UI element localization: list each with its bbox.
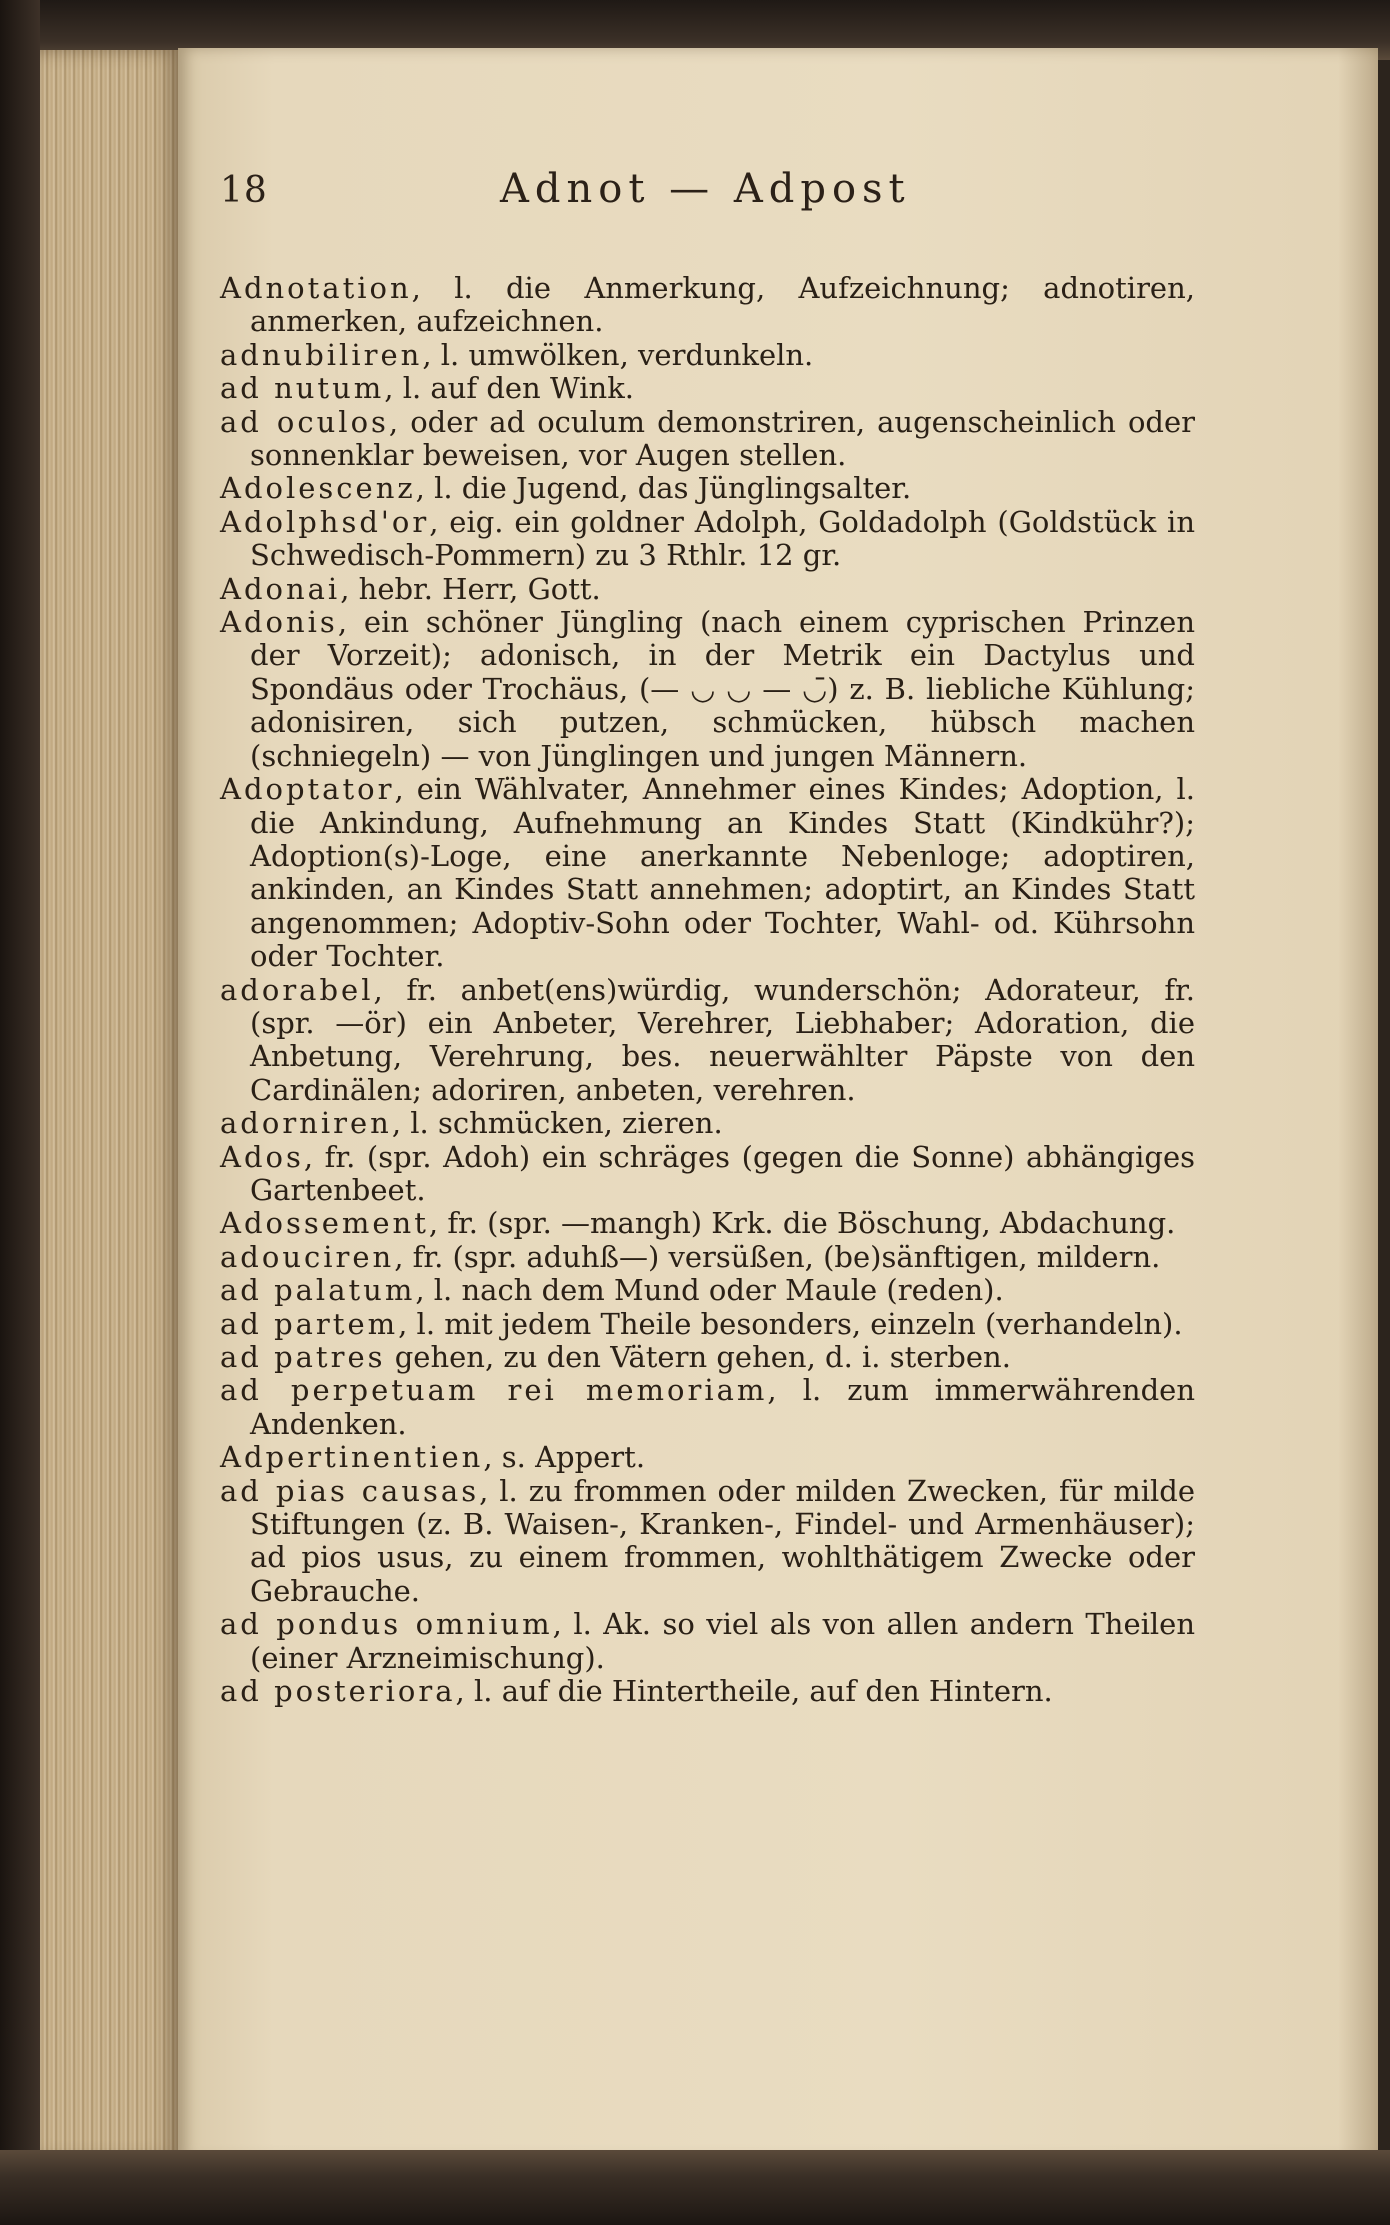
entry-text: , eig. ein goldner Adolph, Goldadolph (Goldstück in Schwedisch-Pommern) zu 3 Rthlr. 12 gr. [250,504,1195,573]
dictionary-entry [220,1107,1195,1140]
dictionary-entry [220,1308,1195,1341]
entry-lemma: ad pondus omnium [220,1607,553,1642]
entry-text: , hebr. Herr, Gott. [340,571,601,606]
entry-text: , ein schöner Jüngling (nach einem cyprischen Prinzen der Vorzeit); adonisch, in der Metrik ein Dactylus und Spondäus oder Trochäus, (— ◡ ◡ — ◡̄) z. B. liebliche Kühlung; adonisiren, sich putzen, schmücken, hübsch machen (schniegeln) — von Jünglingen und jungen Männern. [250,605,1195,773]
dictionary-entry [220,506,1195,573]
entry-lemma: adorniren [220,1106,392,1141]
entry-text: , l. mit jedem Theile besonders, einzeln (verhandeln). [398,1306,1183,1341]
entry-lemma: Adolescenz [220,471,416,506]
entry-text: , l. nach dem Mund oder Maule (reden). [415,1273,1004,1308]
entry-text: , l. auf die Hintertheile, auf den Hintern. [455,1674,1053,1709]
entry-lemma: adnubiliren [220,337,423,372]
entry-lemma: Adossement [220,1206,429,1241]
dictionary-entry [220,1441,1195,1474]
entry-text: , l. die Anmerkung, Aufzeichnung; adnotiren, anmerken, aufzeichnen. [250,271,1195,339]
entry-lemma: ad perpetuam rei memoriam [220,1373,768,1408]
dictionary-entry [220,339,1195,372]
dictionary-entry [220,472,1195,505]
entry-lemma: Ados [220,1139,304,1174]
entry-text: , l. zum immerwährenden Andenken. [250,1373,1195,1441]
dictionary-entry [220,1341,1195,1374]
entry-text: , fr. (spr. —mangh) Krk. die Böschung, Abdachung. [428,1206,1176,1241]
entry-text: , fr. (spr. aduhß—) versüßen, (be)sänftigen, mildern. [394,1239,1161,1274]
dictionary-entry [220,1274,1195,1307]
entry-lemma: ad nutum [220,371,385,406]
entry-text: , oder ad oculum demonstriren, augenscheinlich oder sonnenklar beweisen, vor Augen stellen. [250,404,1195,473]
dictionary-entry [220,1608,1195,1675]
entry-lemma: ad oculos [220,404,389,439]
entry-lemma: Adnotation [220,271,412,305]
dictionary-entry [220,974,1195,1108]
entry-text: , s. Appert. [483,1440,646,1475]
page-edges [40,50,180,2160]
dictionary-entry [220,272,1195,339]
entry-text: , l. schmücken, zieren. [391,1106,723,1141]
entry-lemma: Adoptator [220,772,395,807]
book-cover-bottom [0,2150,1390,2225]
entry-lemma: Adonai [220,571,341,606]
dictionary-entry [220,1675,1195,1708]
running-head: Adnot — Adpost [500,166,911,212]
entry-lemma: Adpertinentien [220,1440,484,1475]
dictionary-entry [220,1241,1195,1274]
dictionary-entry [220,1207,1195,1240]
dictionary-entry [220,1475,1195,1609]
entry-lemma: adouciren [220,1239,395,1274]
entry-text: gehen, zu den Vätern gehen, d. i. sterben. [385,1340,1011,1374]
dictionary-entry [220,372,1195,405]
entry-lemma: ad patres [220,1340,386,1374]
entry-text: , fr. (spr. Adoh) ein schräges (gegen die Sonne) abhängiges Gartenbeet. [250,1139,1195,1207]
entry-lemma: Adolphsd'or [220,504,430,539]
entry-lemma: ad pias causas [220,1473,480,1508]
dictionary-entry [220,606,1195,773]
entry-text: , l. Ak. so viel als von allen andern Theilen (einer Arzneimischung). [250,1607,1195,1675]
dictionary-entries [220,272,1195,1708]
page-header [220,160,1040,230]
entry-text: , fr. anbet(ens)würdig, wunderschön; Adorateur, fr. (spr. —ör) ein Anbeter, Verehrer, Liebhaber; Adoration, die Anbetung, Verehrung, bes. neuerwählter Päpste von den Cardinälen; adoriren, anbeten, verehren. [250,972,1195,1107]
entry-text: , l. umwölken, verdunkeln. [422,337,814,372]
dictionary-entry [220,1374,1195,1441]
entry-text: , l. auf den Wink. [384,371,634,406]
dictionary-entry [220,406,1195,473]
entry-text: , l. die Jugend, das Jünglingsalter. [415,471,912,506]
page-number: 18 [220,170,268,211]
entry-lemma: Adonis [220,605,338,640]
entry-text: , ein Wählvater, Annehmer eines Kindes; Adoption, l. die Ankindung, Aufnehmung an Kindes Statt (Kindkühr?); Adoption(s)-Loge, eine anerkannte Nebenloge; adoptiren, ankinden, an Kindes Statt annehmen; adoptirt, an Kindes Statt angenommen; Adoptiv-Sohn oder Tochter, Wahl- od. Kührsohn oder Tochter. [250,772,1195,974]
dictionary-entry [220,773,1195,973]
book-spine [0,0,40,2225]
entry-lemma: ad partem [220,1306,399,1341]
entry-lemma: ad posteriora [220,1674,456,1709]
entry-lemma: adorabel [220,972,374,1007]
dictionary-entry [220,1141,1195,1208]
entry-lemma: ad palatum [220,1273,416,1308]
entry-text: , l. zu frommen oder milden Zwecken, für milde Stiftungen (z. B. Waisen-, Kranken-, Findel- und Armenhäuser); ad pios usus, zu einem frommen, wohlthätigem Zwecke oder Gebrauche. [250,1473,1195,1608]
page-shadow [1338,48,1378,2160]
dictionary-entry [220,573,1195,606]
